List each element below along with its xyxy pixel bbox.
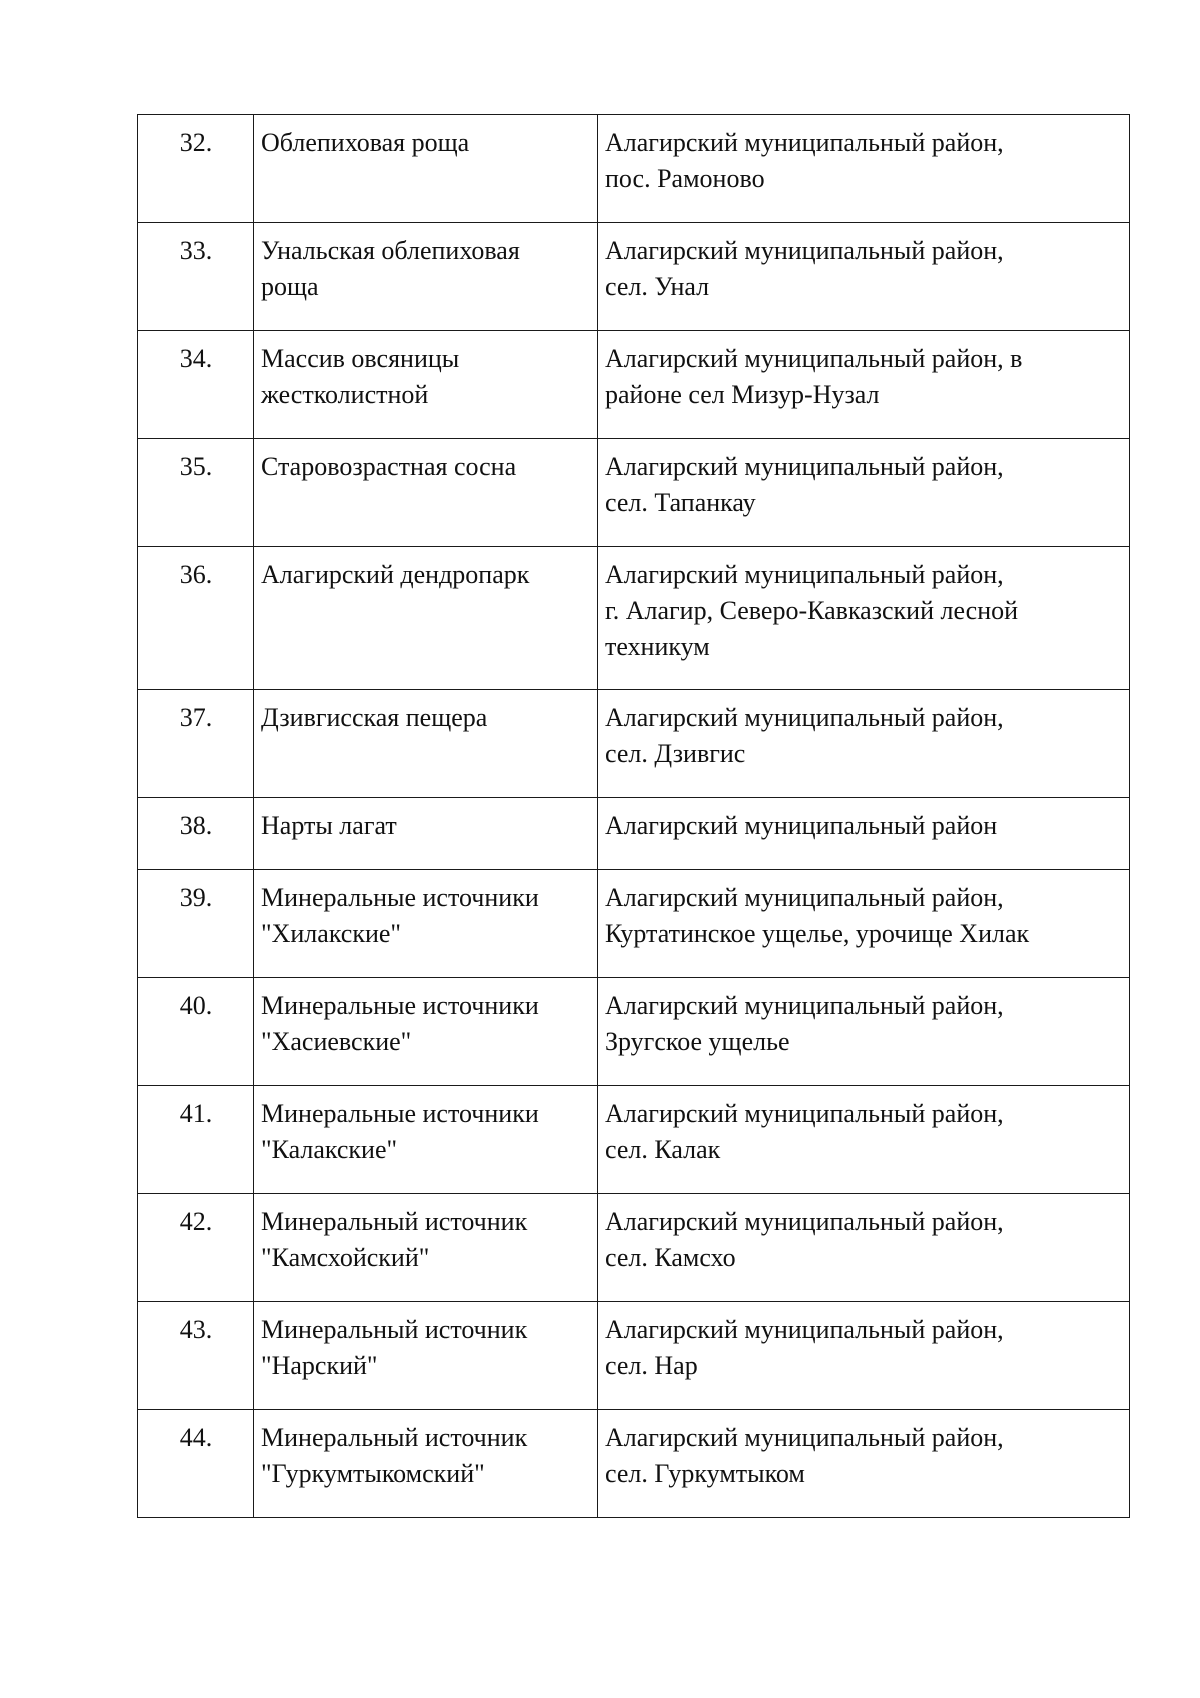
site-name: Массив овсяницы жестколистной <box>254 331 598 439</box>
site-name: Минеральный источник "Камсхойский" <box>254 1194 598 1302</box>
table-row <box>138 115 1130 223</box>
table-row <box>138 1302 1130 1410</box>
row-number: 43. <box>138 1302 254 1410</box>
site-location: Алагирский муниципальный район, сел. Дзивгис <box>598 690 1130 798</box>
row-number: 33. <box>138 223 254 331</box>
site-name: Алагирский дендропарк <box>254 547 598 690</box>
site-location: Алагирский муниципальный район, сел. Унал <box>598 223 1130 331</box>
table-row <box>138 331 1130 439</box>
site-name: Минеральный источник "Нарский" <box>254 1302 598 1410</box>
table-row <box>138 1410 1130 1518</box>
site-location: Алагирский муниципальный район, Куртатинское ущелье, урочище Хилак <box>598 870 1130 978</box>
site-name: Нарты лагат <box>254 798 598 870</box>
row-number: 38. <box>138 798 254 870</box>
table-row <box>138 690 1130 798</box>
table-row <box>138 978 1130 1086</box>
site-name: Унальская облепиховая роща <box>254 223 598 331</box>
site-location: Алагирский муниципальный район, сел. Гуркумтыком <box>598 1410 1130 1518</box>
site-name: Минеральные источники "Хасиевские" <box>254 978 598 1086</box>
site-name: Минеральные источники "Хилакские" <box>254 870 598 978</box>
table-row <box>138 798 1130 870</box>
site-location: Алагирский муниципальный район, сел. Камсхо <box>598 1194 1130 1302</box>
row-number: 42. <box>138 1194 254 1302</box>
site-name: Дзивгисская пещера <box>254 690 598 798</box>
site-name: Минеральный источник "Гуркумтыкомский" <box>254 1410 598 1518</box>
row-number: 32. <box>138 115 254 223</box>
site-location: Алагирский муниципальный район, сел. Калак <box>598 1086 1130 1194</box>
site-name: Старовозрастная сосна <box>254 439 598 547</box>
table-row <box>138 547 1130 690</box>
table-row <box>138 223 1130 331</box>
table-row <box>138 1194 1130 1302</box>
site-location: Алагирский муниципальный район, сел. Тапанкау <box>598 439 1130 547</box>
row-number: 39. <box>138 870 254 978</box>
row-number: 44. <box>138 1410 254 1518</box>
row-number: 40. <box>138 978 254 1086</box>
table-row <box>138 439 1130 547</box>
registry-table <box>137 114 1130 1518</box>
table-row <box>138 1086 1130 1194</box>
site-name: Минеральные источники "Калакские" <box>254 1086 598 1194</box>
row-number: 34. <box>138 331 254 439</box>
row-number: 37. <box>138 690 254 798</box>
site-location: Алагирский муниципальный район, сел. Нар <box>598 1302 1130 1410</box>
row-number: 41. <box>138 1086 254 1194</box>
site-location: Алагирский муниципальный район, г. Алагир, Северо-Кавказский лесной техникум <box>598 547 1130 690</box>
site-location: Алагирский муниципальный район, в районе сел Мизур-Нузал <box>598 331 1130 439</box>
site-location: Алагирский муниципальный район, Зругское ущелье <box>598 978 1130 1086</box>
site-location: Алагирский муниципальный район <box>598 798 1130 870</box>
row-number: 36. <box>138 547 254 690</box>
site-location: Алагирский муниципальный район, пос. Рамоново <box>598 115 1130 223</box>
site-name: Облепиховая роща <box>254 115 598 223</box>
table-row <box>138 870 1130 978</box>
row-number: 35. <box>138 439 254 547</box>
